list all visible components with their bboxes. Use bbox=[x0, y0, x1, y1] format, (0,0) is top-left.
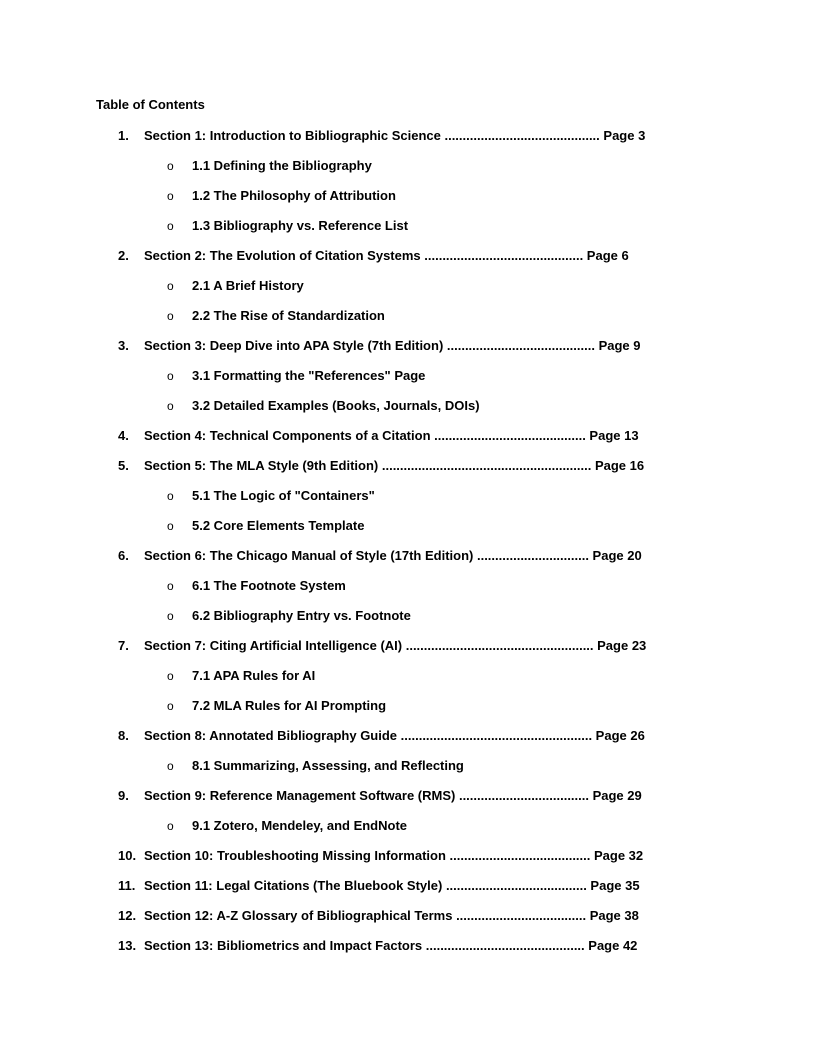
toc-subsection-label: 3.1 Formatting the "References" Page bbox=[192, 368, 426, 383]
bullet-icon: o bbox=[167, 819, 174, 833]
bullet-icon: o bbox=[167, 189, 174, 203]
toc-section-label: Section 2: The Evolution of Citation Systems ............................................ Page 6 bbox=[144, 248, 629, 263]
toc-section bbox=[118, 846, 643, 866]
toc-subsection bbox=[167, 576, 346, 596]
toc-subsection bbox=[167, 276, 304, 296]
toc-section-number: 1. bbox=[118, 128, 129, 143]
toc-section-label: Section 13: Bibliometrics and Impact Factors ............................................ Page 42 bbox=[144, 938, 638, 953]
toc-subsection-label: 7.1 APA Rules for AI bbox=[192, 668, 316, 683]
toc-section bbox=[118, 126, 645, 146]
toc-section-label: Section 7: Citing Artificial Intelligence (AI) .................................................... Page 23 bbox=[144, 638, 647, 653]
bullet-icon: o bbox=[167, 519, 174, 533]
toc-section-number: 9. bbox=[118, 788, 129, 803]
toc-section-number: 11. bbox=[118, 878, 136, 893]
toc-section bbox=[118, 786, 642, 806]
toc-subsection-label: 6.2 Bibliography Entry vs. Footnote bbox=[192, 608, 411, 623]
toc-section-number: 5. bbox=[118, 458, 129, 473]
toc-section-number: 4. bbox=[118, 428, 129, 443]
toc-subsection-label: 1.3 Bibliography vs. Reference List bbox=[192, 218, 409, 233]
toc-subsection bbox=[167, 756, 464, 776]
toc-subsection bbox=[167, 606, 411, 626]
toc-subsection bbox=[167, 396, 480, 416]
bullet-icon: o bbox=[167, 609, 174, 623]
toc-section-number: 6. bbox=[118, 548, 129, 563]
toc-subsection bbox=[167, 186, 396, 206]
bullet-icon: o bbox=[167, 159, 174, 173]
toc-subsection bbox=[167, 306, 385, 326]
toc-subsection-label: 9.1 Zotero, Mendeley, and EndNote bbox=[192, 818, 408, 833]
toc-subsection-label: 5.2 Core Elements Template bbox=[192, 518, 365, 533]
toc-section bbox=[118, 636, 646, 656]
toc-section bbox=[118, 726, 645, 746]
bullet-icon: o bbox=[167, 759, 174, 773]
toc-section-label: Section 9: Reference Management Software (RMS) .................................... Page 29 bbox=[144, 788, 642, 803]
toc-section-label: Section 3: Deep Dive into APA Style (7th Edition) ......................................... Page 9 bbox=[144, 338, 641, 353]
bullet-icon: o bbox=[167, 699, 174, 713]
bullet-icon: o bbox=[167, 279, 174, 293]
toc-section-label: Section 4: Technical Components of a Citation .......................................... Page 13 bbox=[144, 428, 639, 443]
toc-subsection bbox=[167, 516, 364, 536]
bullet-icon: o bbox=[167, 669, 174, 683]
toc-subsection-label: 1.2 The Philosophy of Attribution bbox=[192, 188, 396, 203]
bullet-icon: o bbox=[167, 219, 174, 233]
toc-section-label: Section 10: Troubleshooting Missing Information ....................................... Page 32 bbox=[144, 848, 644, 863]
toc-section-label: Section 6: The Chicago Manual of Style (17th Edition) ............................... Page 20 bbox=[144, 548, 642, 563]
toc-section-label: Section 11: Legal Citations (The Bluebook Style) ....................................... Page 35 bbox=[144, 878, 640, 893]
toc-subsection-label: 7.2 MLA Rules for AI Prompting bbox=[192, 698, 387, 713]
toc-section-label: Section 12: A-Z Glossary of Bibliographical Terms .................................... Page 38 bbox=[144, 908, 639, 923]
bullet-icon: o bbox=[167, 309, 174, 323]
toc-section-label: Section 1: Introduction to Bibliographic Science ........................................... Page 3 bbox=[144, 128, 646, 143]
toc-subsection bbox=[167, 366, 425, 386]
toc-section-number: 3. bbox=[118, 338, 129, 353]
toc-section bbox=[118, 906, 639, 926]
toc-section bbox=[118, 246, 629, 266]
toc-section bbox=[118, 336, 641, 356]
toc-section-number: 2. bbox=[118, 248, 129, 263]
toc-subsection bbox=[167, 666, 315, 686]
toc-subsection bbox=[167, 486, 375, 506]
toc-subsection-label: 1.1 Defining the Bibliography bbox=[192, 158, 372, 173]
toc-section-number: 12. bbox=[118, 908, 137, 923]
bullet-icon: o bbox=[167, 489, 174, 503]
bullet-icon: o bbox=[167, 369, 174, 383]
toc-subsection bbox=[167, 816, 407, 836]
toc-section bbox=[118, 456, 644, 476]
toc-section-number: 13. bbox=[118, 938, 137, 953]
toc-section bbox=[118, 426, 639, 446]
toc-section-number: 7. bbox=[118, 638, 129, 653]
bullet-icon: o bbox=[167, 399, 174, 413]
toc-section bbox=[118, 546, 642, 566]
toc-subsection bbox=[167, 216, 408, 236]
toc-subsection-label: 2.1 A Brief History bbox=[192, 278, 304, 293]
toc-section-number: 10. bbox=[118, 848, 137, 863]
toc-section bbox=[118, 936, 637, 956]
toc-section-label: Section 5: The MLA Style (9th Edition) .......................................................... Page 16 bbox=[144, 458, 645, 473]
toc-section-number: 8. bbox=[118, 728, 129, 743]
toc-subsection-label: 5.1 The Logic of "Containers" bbox=[192, 488, 375, 503]
toc-subsection-label: 8.1 Summarizing, Assessing, and Reflecting bbox=[192, 758, 464, 773]
toc-subsection-label: 2.2 The Rise of Standardization bbox=[192, 308, 385, 323]
toc-title: Table of Contents bbox=[96, 97, 205, 112]
toc-section bbox=[118, 876, 640, 896]
toc-subsection-label: 6.1 The Footnote System bbox=[192, 578, 346, 593]
toc-subsection bbox=[167, 696, 386, 716]
toc-subsection bbox=[167, 156, 372, 176]
toc-subsection-label: 3.2 Detailed Examples (Books, Journals, DOIs) bbox=[192, 398, 480, 413]
toc-section-label: Section 8: Annotated Bibliography Guide ..................................................... Page 26 bbox=[144, 728, 645, 743]
bullet-icon: o bbox=[167, 579, 174, 593]
